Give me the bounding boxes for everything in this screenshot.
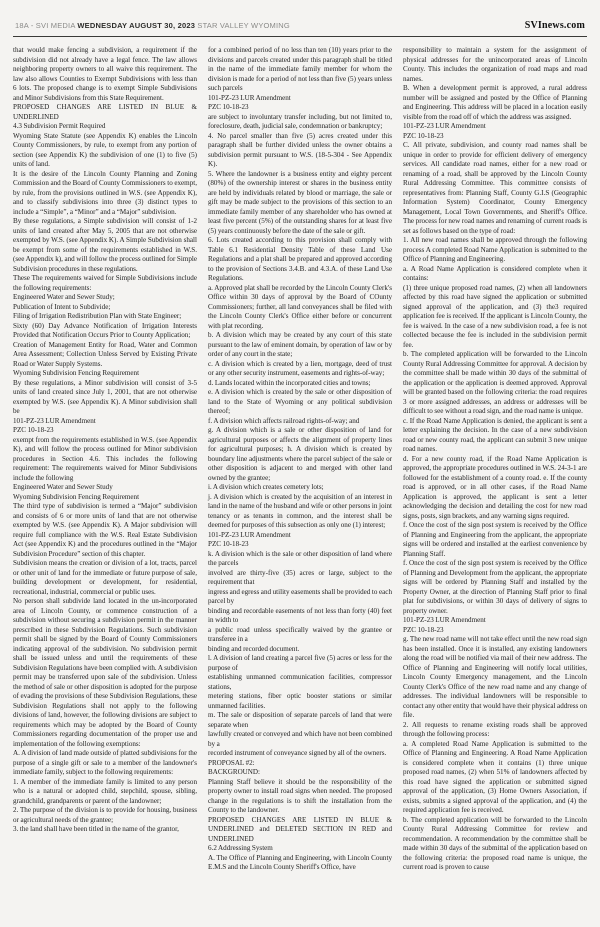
paragraph: B. When a development permit is approved, a rural address number will be assigned and posted by the Office of Planning and Engineering. This address will be placed in a location easily visible from the road off of which the address was assigned. — [403, 84, 587, 121]
paragraph: g. The new road name will not take effect until the new road sign has been installed. Once it is installed, any existing landowners along the road will be notified via mail of their new address. The Office of Planning and Engineering will notify local utilities, Lincoln County Emergency management, and the Lincoln County Clerk's Office of the new road name and any change of addresses. The individual landowners will be responsible to contact any other entity that would have their physical address on file. — [403, 635, 587, 719]
paragraph: b. The completed application will be forwarded to the Lincoln County Rural Addressing Committee for approval. A decision by the committee shall be made within 30 days of the submittal of the application or the application is deemed approved. Approval will be granted based on the following criteria: the road requires 3 or more assigned addresses, an address or addresses will be difficult to see without a road sign, and the road name is unique. — [403, 350, 587, 415]
paragraph: By these regulations, a Minor subdivision will consist of 3-5 units of land created since July 1, 2001, that are not otherwise exempted by W.S. (see Appendix K). A Minor subdivision shall be — [13, 378, 197, 415]
paragraph: By these regulations, a Simple subdivision will consist of 1-2 units of land created after May 5, 2005 that are not otherwise exempted by W.S. (see Appendix K). A Simple Subdivision shall be exempt from some of the requirements established in W.S. (see Appendix k), and will follow the process outlined for Simple Subdivision procedures in these regulations. — [13, 217, 197, 273]
masthead-date: WEDNESDAY AUGUST 30, 2023 — [77, 21, 196, 30]
paragraph: 2. The purpose of the division is to provide for housing, business or agricultural needs of the grantee; — [13, 806, 197, 824]
paragraph: 101-PZ-23 LUR Amendment — [13, 416, 96, 425]
paragraph: 101-PZ-23 LUR Amendment — [208, 530, 291, 539]
paragraph: c. A division which is created by a lien, mortgage, deed of trust or any other security instrument, easements and rights-of-way; — [208, 359, 392, 377]
paragraph: Planning Staff believe it should be the responsibility of the property owner to install road signs when needed. The proposed change in the regulations is to shift the installation from the County to the landowner. — [208, 777, 392, 814]
paragraph: Publication of Intent to Subdivide; — [13, 302, 111, 311]
paragraph: exempt from the requirements established in W.S. (see Appendix K), and will follow the process outlined for Minor subdivision procedures in Section 4.6. This includes the following requirement: The requirements waived for Minor Subdivisions include the following — [13, 435, 197, 482]
column-1 — [13, 46, 197, 873]
paragraph: b. A division which may be created by any court of this state pursuant to the law of eminent domain, by operation of law or by order of any court in the state; — [208, 331, 392, 358]
paragraph: These The requirements waived for Simple Subdivisions include the following requirements: — [13, 274, 197, 292]
paragraph: c. If the Road Name Application is denied, the applicant is sent a letter explaining the decision. In the case of a new subdivision road or new county road, the applicant can submit 3 new unique road names. — [403, 416, 587, 453]
masthead-location: STAR VALLEY WYOMING — [195, 21, 290, 30]
paragraph: for a combined period of no less than ten (10) years prior to the divisions and parcels created under this paragraph shall be titled in the name of the immediate family member for whom the division is made for a period of not less than five (5) years unless such parcels — [208, 46, 392, 92]
paragraph: d. For a new county road, if the Road Name Application is approved, the appropriate procedures outlined in W.S. 24-3-1 are followed for the establishment of a county road. e. If the county road is approved, or in all other cases, if the Road Name Application is approved, the applicant is sent a letter acknowledging the decision and detailing the cost for new road signs, posts, sign brackets, and any warning signs required. — [403, 454, 587, 520]
paragraph: b. The completed application will be forwarded to the Lincoln County Rural Addressing Committee for review and recommendation. A recommendation by the committee shall be made within 30 days of the submittal of the application based on the following criteria: the proposed road name is unique, the current road is proven to cause — [403, 815, 587, 871]
page-label: 18A - SVI MEDIA — [15, 21, 78, 30]
paragraph: (1) three unique proposed road names, (2) when all landowners affected by this road have signed the application or submitted signed approval of the application, and (3) the3 required application fee is received. If the applicant is Lincoln County, the fee is waived. In the case of a new subdivision road, a fee is not collected because the fee is included in the subdivision permit fee. — [403, 283, 587, 349]
paragraph: are subject to involuntary transfer including, but not limited to, foreclosure, death, judicial sale, condemnation or bankruptcy; — [208, 112, 392, 130]
paragraph: PZC 10-18-23 — [208, 540, 249, 548]
paragraph: m. The sale or disposition of separate parcels of land that were separate when — [208, 711, 392, 729]
paragraph: Wyoming Subdivision Fencing Requirement — [13, 369, 140, 377]
paragraph: PROPOSED CHANGES ARE LISTED IN BLUE & UNDERLINED — [13, 103, 197, 121]
paragraph: d. Lands located within the incorporated cities and towns; — [208, 378, 371, 387]
paragraph: It is the desire of the Lincoln County Planning and Zoning Commission and the Board of County Commissioners to exempt, by rule, from the provisions outlined in W.S. (see Appendix K), and to classify subdivisions into three (3) distinct types to include a “Simple”, a “Minor” and a “Major” subdivision. — [13, 169, 197, 216]
paragraph: that would make fencing a subdivision, a requirement if the subdivision did not already have a legal fence. The law allows neighboring property owners to all waive this requirement. The law also allows Counties to Exempt Subdivisions with less than 6 lots. The proposed change is to exempt Simple Subdivisions and Minor Subdivisions from this State Requirement. — [13, 46, 197, 102]
paragraph: PZC 10-18-23 — [208, 103, 249, 111]
paragraph: involved are thirty-five (35) acres or large, subject to the requirement that — [208, 568, 392, 586]
paragraph: f. A division which affects railroad rights-of-way; and — [208, 416, 360, 425]
paragraph: C. All private, subdivision, and county road names shall be unique in order to provide for efficient delivery of emergency services. All candidate road names, either for a new road or renaming of a road, shall be approved by the Lincoln County Rural Addressing Committee. This committee consists of representatives from: Planning Staff, County G.I.S (Geographic Information System) Coordinator, County Emergency Management, Local Town Governments, and Sheriff's Office. The process for new road names and renaming of current roads is set as follows based on the type of road: — [403, 141, 587, 235]
paragraph: Wyoming Subdivision Fencing Requirement — [13, 492, 140, 501]
paragraph: Subdivision means the creation or division of a lot, tracts, parcel or other unit of land for the immediate or future purpose of sale, building development or development, for residential, recreational, industrial, commercial or public uses. — [13, 559, 197, 596]
paragraph: j. A division which is created by the acquisition of an interest in land in the name of the husband and wife or other persons in joint tenancy or as tenants in common, and the interest shall be deemed for purposes of this subsection as only one (1) interest; — [208, 492, 392, 529]
paragraph: PROPOSAL #2: — [208, 758, 255, 767]
paragraph: a. A Road Name Application is considered complete when it contains: — [403, 264, 587, 282]
paragraph: The third type of subdivision is termed a “Major” subdivision and consists of 6 or more units of land that are not otherwise exempted by W.S. (see Appendix K). A Major subdivision will require full compliance with the W.S. Real Estate Subdivision Act (see Appendix K) and the procedures outlined in the “Major Subdivision Procedure” section of this chapter. — [13, 502, 197, 558]
paragraph: BACKGROUND: — [208, 768, 261, 776]
paragraph: PZC 10-18-23 — [403, 131, 444, 140]
paragraph: establishing unmanned communication facilities, compressor stations, — [208, 673, 392, 691]
paragraph: PZC 10-18-23 — [403, 625, 444, 634]
paragraph: l. A division of land creating a parcel five (5) acres or less for the purpose of — [208, 654, 392, 672]
paragraph: Creation of Management Entity for Road, Water and Common Area Assessment; Collection Unless Served by Existing Private Road or Water Supply Systems. — [13, 340, 197, 368]
paragraph: 6. Lots created according to this provision shall comply with Table 6.1 Residential Density Table of these Land Use Regulations and a plat shall be prepared and approved according to the provision of Sections 3.4.B. and 4.3.A. of these Land Use Regulations. — [208, 236, 392, 282]
masthead — [13, 14, 587, 37]
masthead-edition-info — [15, 21, 290, 30]
column-2 — [208, 46, 392, 873]
paragraph: Engineered Water and Sewer Study; — [13, 293, 115, 301]
paragraph: 101-PZ-23 LUR Amendment — [403, 616, 486, 624]
paragraph: 6.2 Addressing System — [208, 844, 273, 852]
paragraph: a. Approved plat shall be recorded by the Lincoln County Clerk's Office within 30 days of approval by the Board of COunty Commissioners; further, all land conveyances shall be filed with the Lincoln County Clerk's Office either before or concurrent with plat recording. — [208, 283, 392, 330]
paragraph: ingress and egress and utility easements shall be provided to each parcel by — [208, 587, 392, 605]
paragraph: 101-PZ-23 LUR Amendment — [403, 122, 486, 130]
paragraph: 2. All requests to rename existing roads shall be approved through the following process: — [403, 720, 587, 738]
paragraph: A. A division of land made outside of platted subdivisions for the purpose of a single gift or sale to a member of the landowner's immediate family, subject to the following requirements: — [13, 749, 197, 776]
paragraph: 3. the land shall have been titled in the name of the grantor, — [13, 825, 179, 833]
paragraph: 5. Where the landowner is a business entity and eighty percent (80%) of the ownership interest or shares in the business entity are held by individuals related by blood or marriage, the sale or gift may be made subject to the provisions of this section to an immediate family member of any shareholder who has owned at least five percent (5%) of the outstanding shares for at least five (5) years continuously before the date of the sale or gift. — [208, 169, 392, 235]
column-3 — [403, 46, 587, 873]
paragraph: a public road unless specifically waived by the grantee or transferee in a — [208, 625, 392, 643]
paragraph: PROPOSED CHANGES ARE LISTED IN BLUE & UNDERLINED and DELETED SECTION IN RED and UNDERLINED — [208, 815, 392, 843]
paragraph: 101-PZ-23 LUR Amendment — [208, 93, 291, 102]
paragraph: binding and recordable easements of not less than forty (40) feet in width to — [208, 606, 392, 624]
paragraph: 4.3 Subdivision Permit Required — [13, 122, 106, 130]
paragraph: A. The Office of Planning and Engineering, with Lincoln County E.M.S and the Lincoln County Sheriff's Office, have — [208, 853, 392, 871]
article-columns — [13, 46, 587, 873]
paragraph: f. Once the cost of the sign post system is received by the Office of Planning and Development from the applicant, the appropriate signs will be ordered by Planning Staff and installed by the Property Owner, at the direction of Planning Staff prior to final plat for subdivisions, or within 30 days of delivery of signs to property owner. — [403, 559, 587, 615]
paragraph: responsibility to maintain a system for the assignment of physical addresses for the unincorporated areas of Lincoln County. This includes the organization of road maps and road names. — [403, 46, 587, 83]
paragraph: 4. No parcel smaller than five (5) acres created under this paragraph shall be further divided unless the owner obtains a subdivision permit pursuant to W.S. (18-5-304 - See Appendix K). — [208, 131, 392, 168]
paragraph: No person shall subdivide land located in the un-incorporated area of Lincoln County, or commence construction of a subdivision without securing a subdivision permit in the manner prescribed in these Subdivision Regulations. Such subdivision permit shall be signed by the Board of County Commissioners indicating approval of the subdivision. No subdivision permit shall be issued unless and until the requirements of these Subdivision Regulations have been complied with. A subdivision permit may be transferred upon sale of the subdivision. Unless the method of sale or other disposition is adopted for the purpose of evading the provisions of these Subdivision Regulations, these Subdivision Regulations shall not apply to the following divisions of land, however, the following divisions are subject to requirements which may be adopted by the Board of County Commissioners regarding documentation of the proper use and implementation of the following exemptions: — [13, 597, 197, 748]
paragraph: Wyoming State Statute (see Appendix K) enables the Lincoln County Commissioners, by rule, to exempt from any portion of section (see Appendix K) the subdivision of one (1) to five (5) units of land. — [13, 131, 197, 168]
paragraph: Sixty (60) Day Advance Notification of Irrigation Interests Provided that Notification Occurs Prior to County Application; — [13, 321, 197, 339]
paragraph: metering stations, fiber optic booster stations or similar unmanned facilities. — [208, 692, 392, 710]
paragraph: a. A completed Road Name Application is submitted to the Office of Planning and Engineering. A Road Name Application is considered complete when it contains (1) three unique proposed road names, (2) when 51% of landowners affected by this road have signed the application or submitted signed approval of the application, (3) Home Owners Association, if exists, submits a signed approval of the application, and (4) the required application fee is received. — [403, 739, 587, 814]
paragraph: i. A division which creates cemetery lots; — [208, 483, 324, 491]
masthead-website: SVInews.com — [524, 20, 585, 31]
paragraph: 1. All new road names shall be approved through the following process A completed Road Name Application is submitted to the Office of Planning and Engineering. — [403, 236, 587, 263]
paragraph: Engineered Water and Sewer Study — [13, 483, 113, 491]
paragraph: PZC 10-18-23 — [13, 426, 54, 434]
paragraph: f. Once the cost of the sign post system is received by the Office of Planning and Engineering from the applicant, the appropriate signs will be ordered and installed at the earliest convenience by Planning Staff. — [403, 521, 587, 558]
paragraph: k. A division which is the sale or other disposition of land where the parcels — [208, 549, 392, 567]
paragraph: lawfully created or conveyed and which have not been combined by a — [208, 730, 392, 748]
paragraph: 1. A member of the immediate family is limited to any person who is a natural or adopted child, stepchild, spouse, sibling, grandchild, grandparents or parent of the landowner; — [13, 777, 197, 805]
paragraph: g. A division which is a sale or other disposition of land for agricultural purposes or affects the alignment of property lines for agricultural purposes; h. A division which is created by boundary line adjustments where the parcel subject of the sale or other disposition is adjacent to and merged with other land owned by the grantee; — [208, 426, 392, 482]
paragraph: recorded instrument of conveyance signed by all of the owners. — [208, 749, 387, 757]
paragraph: e. A division which is created by the sale or other disposition of land to the State of Wyoming or any political subdivision thereof; — [208, 388, 392, 415]
paragraph: binding and recorded document. — [208, 644, 300, 653]
paragraph: Filing of Irrigation Redistribution Plan with State Engineer; — [13, 312, 182, 320]
